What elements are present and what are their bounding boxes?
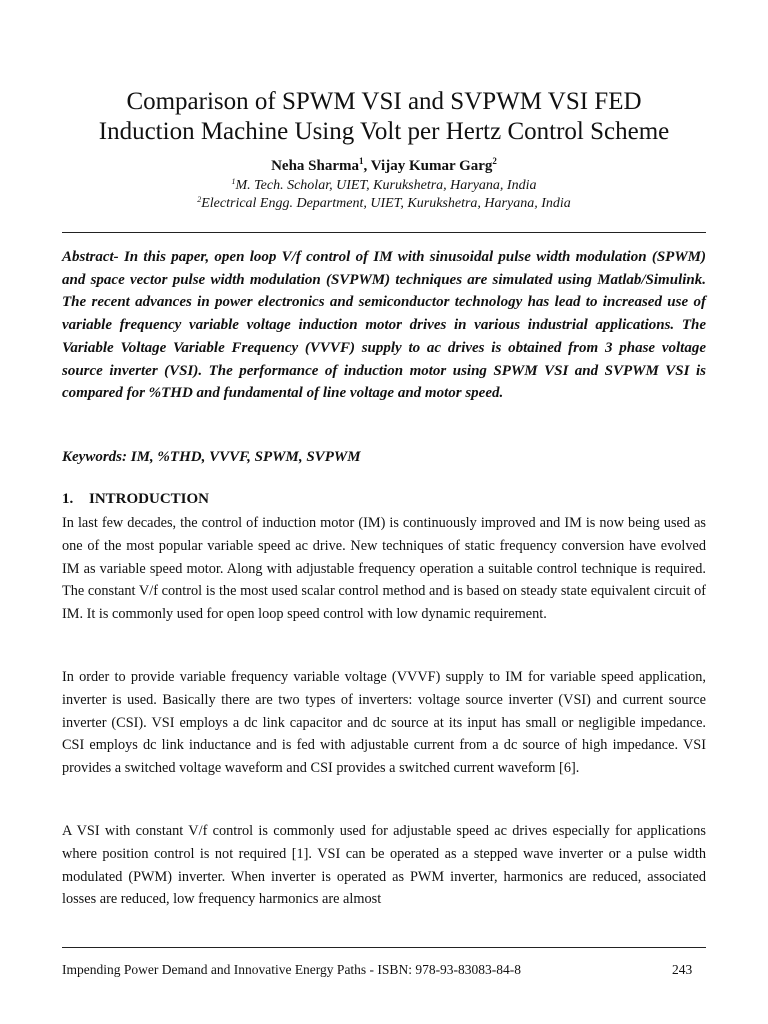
author-list [0, 156, 768, 176]
header-divider [62, 232, 706, 233]
paper-title [0, 87, 768, 147]
body-paragraph-2: In order to provide variable frequency variable voltage (VVVF) supply to IM for variable speed application, inverter is used. Basically there are two types of inverters: voltage source inverter (VSI) and current source inverter (CSI). VSI employs a dc link capacitor and dc source at its input has small or negligible impedance. CSI employs dc link inductance and is fed with adjustable current from a dc source of high impedance. VSI provides a switched voltage waveform and CSI provides a switched current waveform [6]. [62, 669, 706, 777]
keywords: Keywords: IM, %THD, VVVF, SPWM, SVPWM [62, 449, 361, 465]
author-affiliation-mark-2: 2 [492, 156, 497, 166]
body-paragraph-3: A VSI with constant V/f control is commonly used for adjustable speed ac drives especially for applications where position control is not required [1]. VSI can be operated as a stepped wave inverter or a pulse width modulated (PWM) inverter. When inverter is operated as PWM inverter, harmonics are reduced, associated losses are reduced, low frequency harmonics are almost [62, 823, 706, 908]
footer-publication-info: Impending Power Demand and Innovative Energy Paths - ISBN: 978-93-83083-84-8 [62, 962, 522, 977]
abstract: Abstract- In this paper, open loop V/f control of IM with sinusoidal pulse width modulation (SPWM) and space vector pulse width modulation (SVPWM) techniques are simulated using Matlab/Simulink. The recent advances in power electronics and semiconductor technology has lead to increased use of variable frequency variable voltage induction motor drives in various industrial applications. The Variable Voltage Variable Frequency (VVVF) supply to ac drives is obtained from 3 phase voltage source inverter (VSI). The performance of induction motor using SPWM VSI and SVPWM VSI is compared for %THD and fundamental of line voltage and motor speed. [62, 249, 706, 402]
section-title: INTRODUCTION [89, 491, 210, 507]
footer-divider [62, 947, 706, 948]
body-paragraph-1: In last few decades, the control of induction motor (IM) is continuously improved and IM is now being used as one of the most popular variable speed ac drive. New techniques of static frequency conversion have evolved IM as variable speed motor. Along with adjustable frequency operation a suitable control technique is required. The constant V/f control is the most used scalar control method and is based on steady state equivalent circuit of IM. It is commonly used for open loop speed control with low dynamic requirement. [62, 515, 706, 623]
affiliation-1 [0, 177, 768, 195]
section-number: 1. [62, 491, 74, 507]
author-affiliation-mark-1: 1 [359, 156, 364, 166]
title-line-1: Comparison of SPWM VSI and SVPWM VSI FED [126, 88, 642, 115]
author-name-1: Neha Sharma [271, 158, 360, 174]
affiliation-mark-2: 2 [197, 195, 202, 204]
author-separator: , [363, 158, 371, 174]
affiliation-text-1: M. Tech. Scholar, UIET, Kurukshetra, Haryana, India [235, 178, 537, 193]
title-line-2: Induction Machine Using Volt per Hertz Control Scheme [98, 118, 670, 145]
affiliation-mark-1: 1 [231, 177, 236, 186]
page-number: 243 [672, 962, 693, 977]
author-name-2: Vijay Kumar Garg [370, 158, 493, 174]
section-heading [62, 489, 209, 509]
affiliation-text-2: Electrical Engg. Department, UIET, Kurukshetra, Haryana, India [201, 196, 571, 211]
affiliation-2 [0, 195, 768, 213]
